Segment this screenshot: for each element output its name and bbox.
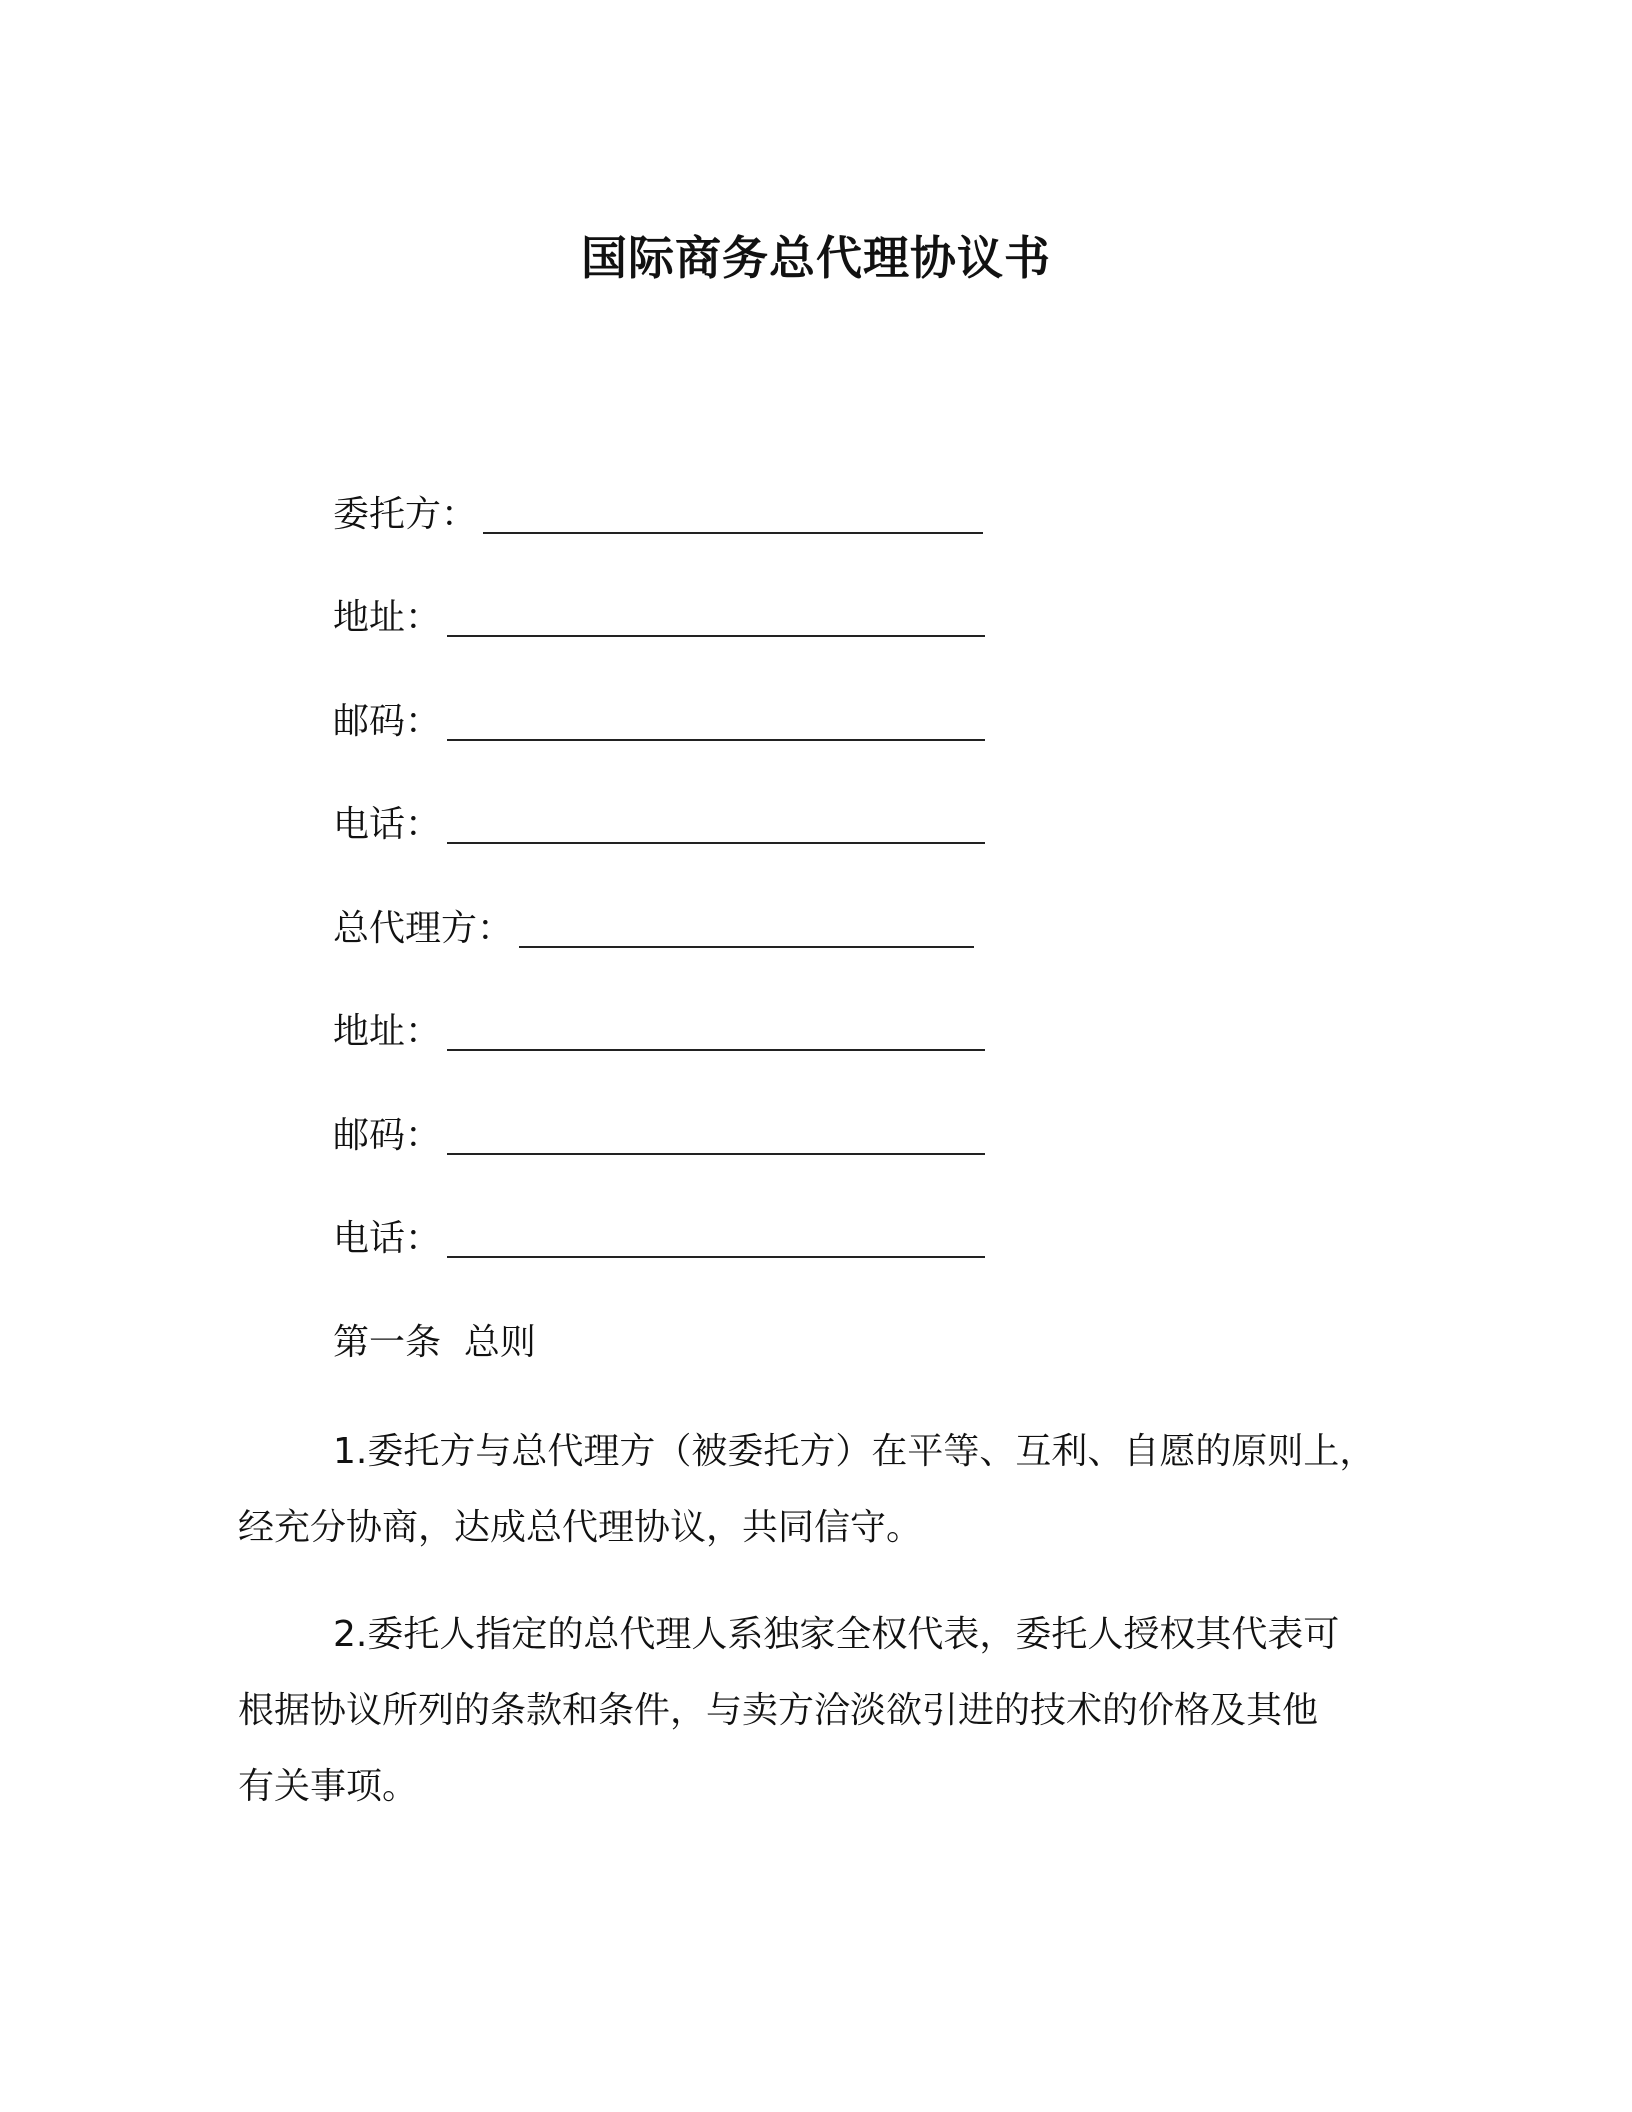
blank-line (447, 601, 985, 637)
paragraph-line: 1.委托方与总代理方（被委托方）在平等、互利、自愿的原则上， (333, 1431, 1376, 1472)
agent-address-field (333, 1007, 985, 1057)
paragraph-1 (238, 1414, 1398, 1566)
blank-line (447, 1119, 985, 1155)
field-label: 委托方： (333, 494, 478, 535)
paragraph-line: 有关事项。 (238, 1766, 419, 1807)
document-title: 国际商务总代理协议书 (581, 231, 1051, 285)
paragraph-2 (238, 1597, 1398, 1825)
agent-phone-field (333, 1214, 985, 1264)
agent-postcode-field (333, 1111, 985, 1161)
client-postcode-field (333, 697, 985, 747)
paragraph-line: 2.委托人指定的总代理人系独家全权代表，委托人授权其代表可 (333, 1614, 1340, 1655)
field-label: 邮码： (333, 1115, 442, 1156)
blank-line (447, 1015, 985, 1051)
field-label: 邮码： (333, 701, 442, 742)
field-label: 电话： (333, 804, 442, 845)
blank-line (519, 912, 974, 948)
field-label: 总代理方： (333, 908, 514, 949)
blank-line (483, 498, 983, 534)
client-name-field (333, 490, 983, 540)
field-label: 电话： (333, 1218, 442, 1259)
agent-name-field (333, 904, 974, 954)
field-label: 地址： (333, 1011, 442, 1052)
paragraph-line: 经充分协商，达成总代理协议，共同信守。 (238, 1507, 923, 1548)
field-label: 地址： (333, 597, 442, 638)
client-phone-field (333, 800, 985, 850)
blank-line (447, 705, 985, 741)
client-address-field (333, 593, 985, 643)
blank-line (447, 808, 985, 844)
paragraph-line: 根据协议所列的条款和条件，与卖方洽淡欲引进的技术的价格及其他 (238, 1690, 1319, 1731)
blank-line (447, 1222, 985, 1258)
section-heading: 第一条 总则 (333, 1322, 536, 1363)
